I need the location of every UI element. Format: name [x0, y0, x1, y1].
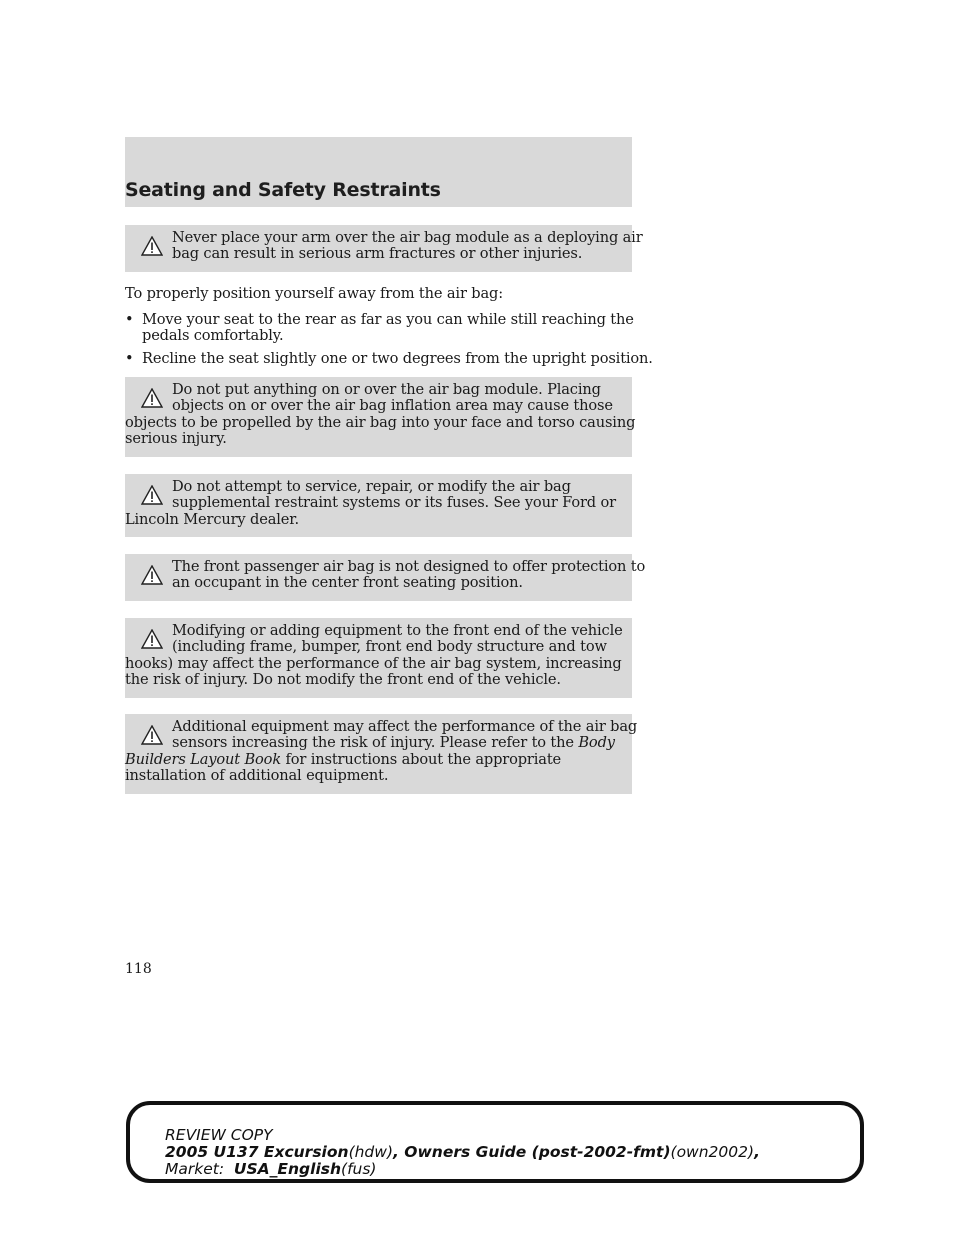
bullet-text: Recline the seat slightly one or two degrees from the upright position.: [142, 350, 653, 367]
warning-box: [125, 474, 632, 537]
warning-box: [125, 714, 638, 794]
bullet: •: [125, 311, 134, 328]
warning-text: supplemental restraint systems or its fuses. See your Ford or: [172, 494, 616, 512]
bullet-text: [142, 312, 634, 345]
warning-text: objects to be propelled by the air bag into your face and torso causing: [125, 413, 636, 431]
warning-triangle-icon: [141, 629, 163, 649]
page-number: 118: [125, 961, 152, 977]
text-run: sensors increasing the risk of injury. Please refer to the: [172, 734, 579, 752]
review-line-1: [165, 1126, 273, 1144]
warning-text: bag can result in serious arm fractures or other injuries.: [172, 245, 583, 263]
warning-text: objects on or over the air bag inflation area may cause those: [172, 397, 613, 415]
warning-text: Modifying or adding equipment to the front end of the vehicle: [172, 622, 623, 639]
warning-text: (including frame, bumper, front end body structure and tow: [172, 638, 607, 656]
warning-triangle-icon: [141, 388, 163, 408]
warning-text: Do not put anything on or over the air bag module. Placing: [172, 381, 601, 398]
warning-text: serious injury.: [125, 429, 227, 447]
intro-text: To properly position yourself away from the air bag:: [125, 285, 503, 302]
section-title: Seating and Safety Restraints: [125, 179, 441, 201]
text-run: (hdw): [348, 1143, 393, 1161]
bullet: •: [125, 350, 134, 367]
warning-text: Never place your arm over the air bag module as a deploying air: [172, 229, 643, 246]
warning-text: installation of additional equipment.: [125, 766, 389, 784]
warning-text: an occupant in the center front seating position.: [172, 574, 523, 592]
warning-triangle-icon: [141, 565, 163, 585]
text-run: for instructions about the appropriate: [281, 750, 562, 768]
warning-box: [125, 554, 646, 601]
warning-text: Do not attempt to service, repair, or modify the air bag: [172, 478, 571, 495]
warning-text: the risk of injury. Do not modify the front end of the vehicle.: [125, 670, 561, 688]
bullet-line: pedals comfortably.: [142, 327, 284, 345]
review-label: REVIEW COPY: [165, 1126, 273, 1144]
warning-text: [125, 752, 624, 768]
warning-text: Additional equipment may affect the performance of the air bag: [172, 718, 638, 735]
warning-text: [125, 735, 624, 751]
text-run: ,: [754, 1143, 760, 1161]
review-line-3: [165, 1160, 376, 1178]
text-run: Market:: [165, 1160, 225, 1178]
warning-triangle-icon: [141, 725, 163, 745]
book-title: Body: [578, 734, 615, 752]
warning-box: [125, 618, 632, 698]
book-title: Builders Layout Book: [125, 750, 282, 768]
warning-text: hooks) may affect the performance of the air bag system, increasing: [125, 654, 622, 672]
text-run: (fus): [341, 1160, 377, 1178]
warning-triangle-icon: [141, 236, 163, 256]
warning-box: [125, 377, 636, 457]
review-line-2: [165, 1143, 760, 1161]
warning-text: Lincoln Mercury dealer.: [125, 510, 299, 528]
warning-triangle-icon: [141, 485, 163, 505]
text-run: USA_English: [233, 1160, 342, 1178]
text-run: 2005 U137 Excursion: [165, 1143, 349, 1161]
text-run: , Owners Guide (post-2002-fmt): [393, 1143, 671, 1161]
bullet-line: Move your seat to the rear as far as you can while still reaching the: [142, 311, 634, 328]
warning-box: [125, 225, 643, 272]
text-run: (own2002): [670, 1143, 755, 1161]
warning-text: The front passenger air bag is not designed to offer protection to: [172, 558, 646, 575]
